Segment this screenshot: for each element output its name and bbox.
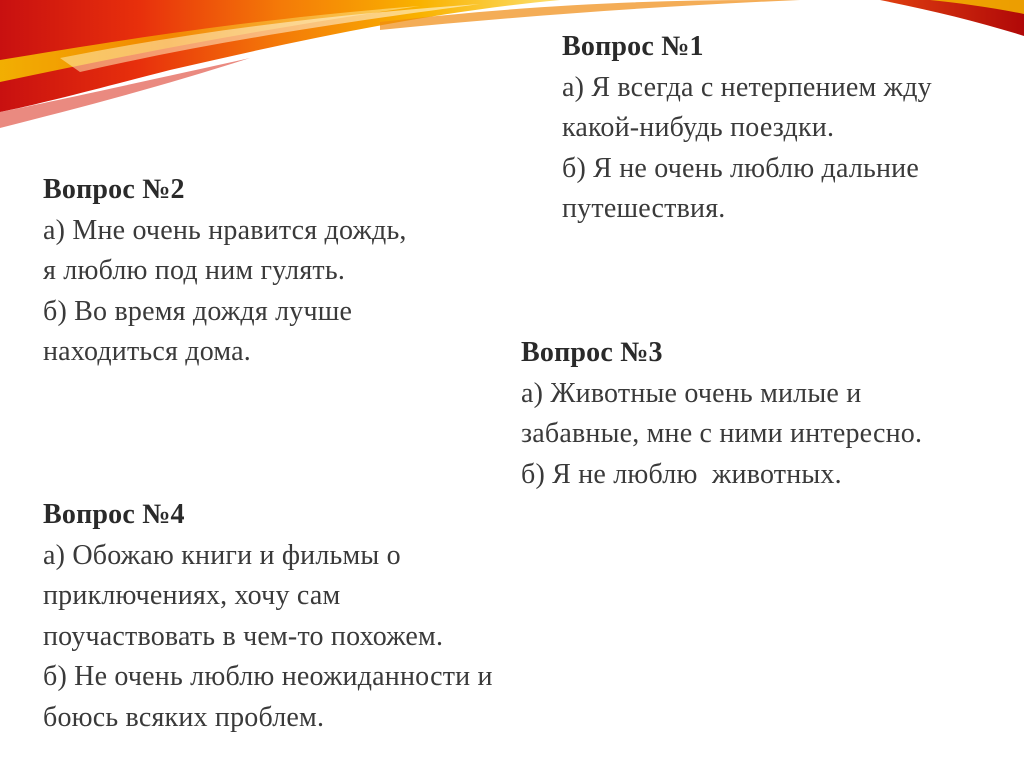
question-2-line: находиться дома. bbox=[43, 336, 251, 367]
question-1 bbox=[562, 27, 932, 230]
question-4-line: приключениях, хочу сам bbox=[43, 580, 341, 611]
question-3-line: б) Я не люблю животных. bbox=[521, 458, 842, 490]
question-2-line: б) Во время дождя лучше bbox=[43, 295, 353, 327]
question-3-title: Вопрос №3 bbox=[521, 337, 663, 368]
question-1-line: а) Я всегда с нетерпением жду bbox=[562, 71, 932, 103]
question-3 bbox=[521, 333, 922, 495]
question-4-line: б) Не очень люблю неожиданности и bbox=[43, 661, 493, 692]
question-2-title: Вопрос №2 bbox=[43, 174, 185, 205]
question-1-line: какой-нибудь поездки. bbox=[562, 112, 835, 143]
question-4-line: поучаствовать в чем-то похожем. bbox=[43, 620, 444, 652]
question-2-line: а) Мне очень нравится дождь, bbox=[43, 214, 407, 246]
question-2 bbox=[43, 170, 407, 373]
question-4-title: Вопрос №4 bbox=[43, 499, 185, 530]
question-1-title: Вопрос №1 bbox=[562, 31, 704, 62]
question-4 bbox=[43, 495, 493, 738]
question-4-line: боюсь всяких проблем. bbox=[43, 701, 325, 733]
question-1-line: путешествия. bbox=[562, 193, 726, 224]
question-1-line: б) Я не очень люблю дальние bbox=[562, 152, 919, 184]
question-3-line: забавные, мне с ними интересно. bbox=[521, 418, 923, 449]
question-3-line: а) Животные очень милые и bbox=[521, 377, 862, 409]
question-2-line: я люблю под ним гулять. bbox=[43, 255, 346, 286]
question-4-line: а) Обожаю книги и фильмы о bbox=[43, 539, 401, 571]
